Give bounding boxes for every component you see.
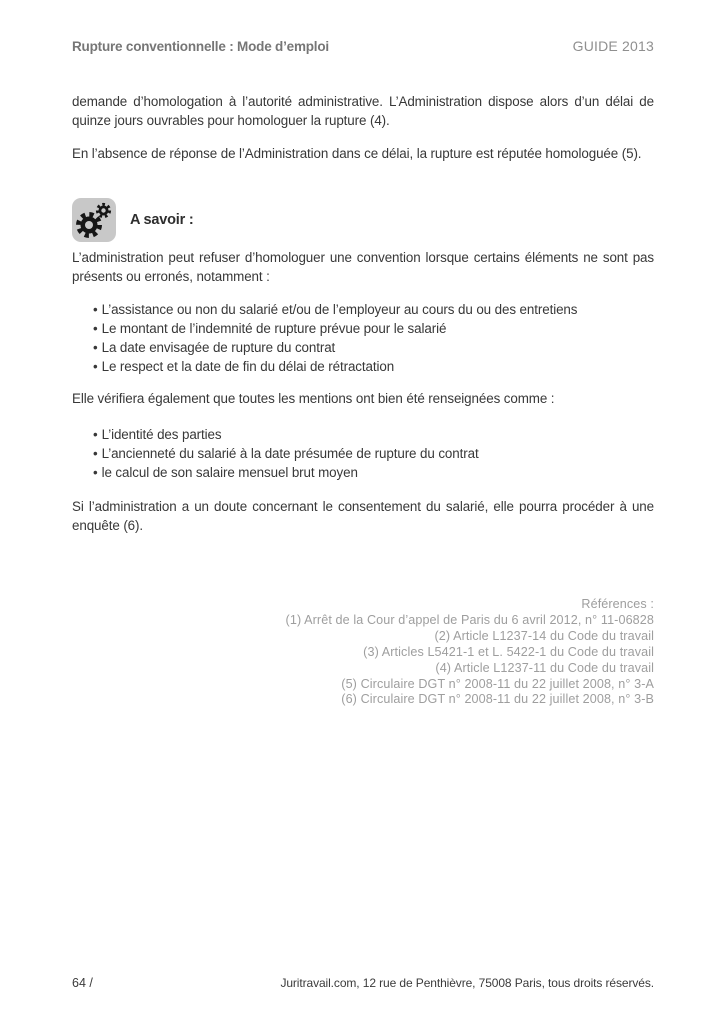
publisher-address: Juritravail.com, 12 rue de Penthièvre, 75008 Paris, tous droits réservés. — [280, 976, 654, 990]
page-number: 64 / — [72, 976, 93, 990]
reference-item: (3) Articles L5421-1 et L. 5422-1 du Code du travail — [363, 644, 654, 659]
list-item-text: Le respect et la date de fin du délai de rétractation — [101, 359, 395, 374]
gears-icon — [72, 198, 116, 242]
bullet-marker: • — [93, 359, 98, 374]
references-block — [72, 597, 654, 708]
bullet-marker: • — [93, 427, 98, 442]
note-header — [72, 198, 654, 242]
mentions-list — [72, 425, 675, 482]
reference-item: (5) Circulaire DGT n° 2008-11 du 22 juillet 2008, n° 3-A — [341, 676, 654, 691]
list-item-text: le calcul de son salaire mensuel brut moyen — [101, 465, 358, 480]
list-item — [93, 319, 675, 338]
list-item — [93, 338, 675, 357]
references-title: Références : — [581, 597, 654, 611]
elements-list — [72, 300, 675, 376]
list-item-text: L’assistance ou non du salarié et/ou de l’employeur au cours du ou des entretiens — [101, 302, 578, 317]
list-item-text: La date envisagée de rupture du contrat — [101, 340, 336, 355]
reference-item: (6) Circulaire DGT n° 2008-11 du 22 juillet 2008, n° 3-B — [341, 692, 654, 707]
bullet-marker: • — [93, 340, 98, 355]
document-title: Rupture conventionnelle : Mode d’emploi — [72, 39, 329, 54]
reference-item: (4) Article L1237-11 du Code du travail — [435, 660, 654, 675]
list-item — [93, 425, 675, 444]
list-item — [93, 300, 675, 319]
list-item-text: Le montant de l’indemnité de rupture prévue pour le salarié — [101, 321, 447, 336]
paragraph-homologation: demande d’homologation à l’autorité administrative. L’Administration dispose alors d’un délai de quinze jours ouvrables pour homologuer la rupture (4). — [72, 94, 654, 128]
reference-item: (2) Article L1237-14 du Code du travail — [434, 628, 654, 643]
paragraph-refus-homologation: L’administration peut refuser d’homologuer une convention lorsque certains éléments ne sont pas présents ou erronés, notamment : — [72, 250, 654, 284]
reference-item: (1) Arrêt de la Cour d’appel de Paris du 6 avril 2012, n° 11-06828 — [285, 612, 654, 627]
bullet-marker: • — [93, 465, 98, 480]
list-item — [93, 463, 675, 482]
bullet-marker: • — [93, 302, 98, 317]
page-footer — [72, 976, 654, 990]
guide-year-label: GUIDE 2013 — [572, 38, 654, 54]
page-header — [72, 38, 654, 54]
list-item-text: L’identité des parties — [101, 427, 222, 442]
note-title: A savoir : — [130, 212, 194, 228]
list-item — [93, 444, 675, 463]
list-item-text: L’ancienneté du salarié à la date présumée de rupture du contrat — [101, 446, 479, 461]
paragraph-absence-reponse: En l’absence de réponse de l’Administration dans ce délai, la rupture est réputée homologuée (5). — [72, 146, 642, 161]
bullet-marker: • — [93, 446, 98, 461]
paragraph-enquete: Si l’administration a un doute concernant le consentement du salarié, elle pourra procéder à une enquête (6). — [72, 499, 654, 533]
bullet-marker: • — [93, 321, 98, 336]
list-item — [93, 357, 675, 376]
paragraph-mentions: Elle vérifiera également que toutes les mentions ont bien été renseignées comme : — [72, 391, 555, 406]
